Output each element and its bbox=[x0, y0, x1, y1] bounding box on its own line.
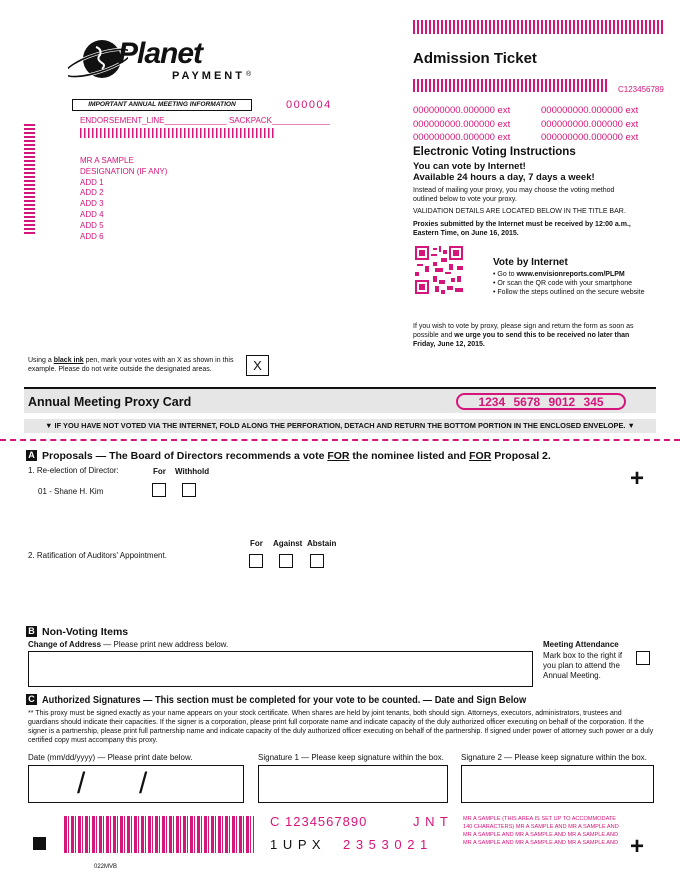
address-block bbox=[80, 156, 167, 242]
signature-2-input[interactable] bbox=[461, 765, 654, 803]
date-slash: / bbox=[77, 767, 86, 800]
nominee-withhold-checkbox[interactable] bbox=[182, 483, 196, 497]
section-a-post: Proposal 2. bbox=[491, 450, 551, 462]
example-mark-box bbox=[246, 355, 269, 376]
address-line: ADD 6 bbox=[80, 231, 104, 241]
voting-title: Electronic Voting Instructions bbox=[413, 146, 576, 158]
fold-bar bbox=[24, 419, 656, 433]
endorsement-line: ENDORSEMENT_LINE______________ SACKPACK_____________ bbox=[80, 116, 330, 125]
footer-code2: J N T bbox=[413, 814, 449, 829]
vote-by-internet bbox=[493, 257, 668, 297]
change-address-hint: — Please print new address below. bbox=[101, 640, 229, 649]
logo-sub: PAYMENT bbox=[172, 70, 245, 82]
pen-note bbox=[28, 356, 242, 374]
ext-number: 000000000.000000 ext bbox=[413, 118, 511, 130]
ticket-barcode-top bbox=[413, 20, 663, 34]
col-against: Against bbox=[273, 539, 303, 548]
voting-p2: VALIDATION DETAILS ARE LOCATED BELOW IN THE TITLE BAR. bbox=[413, 208, 626, 215]
ext-number: 000000000.000000 ext bbox=[541, 118, 639, 130]
section-a-for2: FOR bbox=[469, 450, 492, 462]
auditors-against-checkbox[interactable] bbox=[279, 554, 293, 568]
footer-sample: MR A SAMPLE (THIS AREA IS SET UP TO ACCOMMODATE 140 CHARACTERS) MR A SAMPLE AND MR A SAMPLE AND MR A SAMPLE AND MR A SAMPLE AND MR A SAMPLE AND MR A SAMPLE AND MR A SAMPLE AND MR A SAMPLE AND bbox=[463, 816, 619, 846]
footer-square bbox=[33, 837, 46, 850]
footer-code4: 2 3 5 3 0 2 1 bbox=[343, 837, 429, 852]
plus-mark-icon: + bbox=[630, 833, 645, 860]
section-b-label: Non-Voting Items bbox=[42, 626, 129, 638]
ext-number: 000000000.000000 ext bbox=[541, 105, 639, 116]
logo-word: Planet bbox=[118, 37, 203, 70]
proxy-title-bar bbox=[24, 387, 656, 413]
postal-barcode bbox=[80, 128, 276, 138]
sig2-label: Signature 2 — Please keep signature within the box. bbox=[461, 753, 647, 762]
plus-mark-icon: + bbox=[630, 465, 645, 492]
voting-sub1: You can vote by Internet! bbox=[413, 161, 526, 172]
ext-number: 000000000.000000 ext bbox=[413, 132, 511, 143]
footer-code3: 1 U P X bbox=[270, 837, 322, 852]
ext-number: 000000000.000000 ext bbox=[413, 105, 511, 116]
bullet-prefix: Go to bbox=[497, 271, 517, 278]
voting-p1: Instead of mailing your proxy, you may choose the voting method outlined below to vote your proxy. bbox=[413, 187, 615, 203]
col-for-1: For bbox=[153, 467, 166, 476]
address-line: ADD 2 bbox=[80, 188, 104, 198]
section-c-label: Authorized Signatures — This section must be completed for your vote to be counted. — Date and Sign Below bbox=[42, 694, 527, 706]
section-a-for1: FOR bbox=[327, 450, 350, 462]
section-letter: C bbox=[26, 694, 37, 705]
meeting-info-label: IMPORTANT ANNUAL MEETING INFORMATION bbox=[88, 101, 236, 108]
mail-text-bold: we urge you to send this to be received no later than Friday, June 12, 2015. bbox=[413, 332, 630, 348]
nominee-label: 01 - Shane H. Kim bbox=[38, 487, 104, 496]
auditors-for-checkbox[interactable] bbox=[249, 554, 263, 568]
address-line: ADD 5 bbox=[80, 220, 104, 230]
mail-text: If you wish to vote by proxy, please sign and return the form as soon as possible and bbox=[413, 323, 634, 339]
voting-sub2: Available 24 hours a day, 7 days a week! bbox=[413, 172, 595, 183]
fold-text: ▼ IF YOU HAVE NOT VOTED VIA THE INTERNET, FOLD ALONG THE PERFORATION, DETACH AND RETURN THE BOTTOM PORTION IN THE ENCLOSED ENVELOPE. ▼ bbox=[45, 421, 635, 430]
ticket-code: C123456789 bbox=[618, 85, 664, 94]
proxy-card-title: Annual Meeting Proxy Card bbox=[28, 395, 192, 409]
col-withhold: Withhold bbox=[175, 467, 210, 476]
pen-note-post: pen, mark your votes with an X as shown in this example. Please do not write outside the designated areas. bbox=[28, 357, 234, 373]
footer-code1: C 1234567890 bbox=[270, 814, 368, 829]
change-address-input[interactable] bbox=[28, 651, 533, 687]
section-a-pre: Proposals — The Board of Directors recommends a vote bbox=[42, 450, 328, 462]
side-barcode bbox=[24, 122, 35, 234]
perforation-line bbox=[0, 439, 680, 441]
attendance-text: Mark box to the right if you plan to attend the Annual Meeting. bbox=[543, 651, 623, 680]
ext-number: 000000000.000000 ext bbox=[541, 132, 639, 143]
item2-label: 2. Ratification of Auditors' Appointment. bbox=[28, 551, 167, 560]
internet-bullet-url: • Go to www.envisionreports.com/PLPM bbox=[493, 271, 625, 278]
auditors-abstain-checkbox[interactable] bbox=[310, 554, 324, 568]
meeting-info-box bbox=[72, 99, 252, 111]
change-address-bold: Change of Address bbox=[28, 640, 102, 649]
address-line: ADD 1 bbox=[80, 177, 104, 187]
section-a-title bbox=[26, 450, 551, 462]
ext-numbers bbox=[413, 104, 653, 145]
voting-p3: Proxies submitted by the Internet must be received by 12:00 a.m., Eastern Time, on June 16, 2015. bbox=[413, 221, 631, 237]
sig1-label: Signature 1 — Please keep signature within the box. bbox=[258, 753, 444, 762]
voting-instructions bbox=[413, 146, 635, 238]
change-address-label bbox=[28, 640, 228, 650]
bullet-text: Follow the steps outlined on the secure website bbox=[497, 289, 645, 296]
date-slash: / bbox=[139, 767, 148, 800]
address-line: DESIGNATION (IF ANY) bbox=[80, 166, 168, 176]
nominee-for-checkbox[interactable] bbox=[152, 483, 166, 497]
signature-instructions: ** This proxy must be signed exactly as your name appears on your stock certificate. When shares are held by joint tenants, both should sign. Attorneys, executors, administrators, trustees and guardians should indicate their capacities. If the signer is a corporation, please print full corporate name and indicate capacity of the duly authorized officer executing on behalf of the corporation. If the signer is a partnership, please print full partnership name and indicate capacity of the duly authorized officer executing on behalf of the partnership. If signed under power of attorney such power or a duly certified copy must accompany this proxy. bbox=[28, 710, 654, 744]
item1-label: 1. Re-election of Director: bbox=[28, 466, 119, 475]
voting-url-link[interactable]: www.envisionreports.com/PLPM bbox=[516, 271, 625, 278]
col-abstain: Abstain bbox=[307, 539, 337, 548]
date-input[interactable] bbox=[28, 765, 244, 803]
address-line: ADD 4 bbox=[80, 209, 104, 219]
signature-1-input[interactable] bbox=[258, 765, 448, 803]
address-line: ADD 3 bbox=[80, 199, 104, 209]
section-c-title bbox=[26, 694, 592, 706]
internet-bullet: • Follow the steps outlined on the secure website bbox=[493, 289, 645, 296]
section-letter: B bbox=[26, 626, 37, 637]
seq-number: 000004 bbox=[286, 99, 332, 111]
section-b-title bbox=[26, 626, 128, 638]
internet-bullet: • Or scan the QR code with your smartphone bbox=[493, 280, 633, 287]
mail-instructions bbox=[413, 322, 635, 349]
fold-label: IF YOU HAVE NOT VOTED VIA THE INTERNET, FOLD ALONG THE PERFORATION, DETACH AND RETURN THE BOTTOM PORTION IN THE ENCLOSED ENVELOPE. bbox=[54, 421, 626, 430]
footer-barcode bbox=[64, 816, 254, 853]
form-id: 022MVB bbox=[94, 864, 118, 870]
section-letter: A bbox=[26, 450, 37, 461]
logo-mark: ® bbox=[246, 71, 252, 78]
control-number: 1234 5678 9012 345 bbox=[456, 393, 626, 410]
ticket-title: Admission Ticket bbox=[413, 50, 537, 67]
attendance-checkbox[interactable] bbox=[636, 651, 650, 665]
section-a-mid: the nominee listed and bbox=[349, 450, 470, 462]
pen-note-pre: Using a bbox=[28, 357, 54, 364]
pen-note-bold: black ink bbox=[53, 357, 84, 364]
bullet-text: Or scan the QR code with your smartphone bbox=[497, 280, 633, 287]
address-line: MR A SAMPLE bbox=[80, 156, 134, 165]
ticket-barcode bbox=[413, 79, 607, 92]
qr-code[interactable] bbox=[415, 246, 463, 294]
internet-title: Vote by Internet bbox=[493, 257, 568, 268]
planet-payment-logo bbox=[68, 35, 258, 87]
attendance-title: Meeting Attendance bbox=[543, 640, 619, 649]
date-label: Date (mm/dd/yyyy) — Please print date below. bbox=[28, 753, 193, 762]
example-x: X bbox=[253, 358, 262, 373]
col-for-2: For bbox=[250, 539, 263, 548]
